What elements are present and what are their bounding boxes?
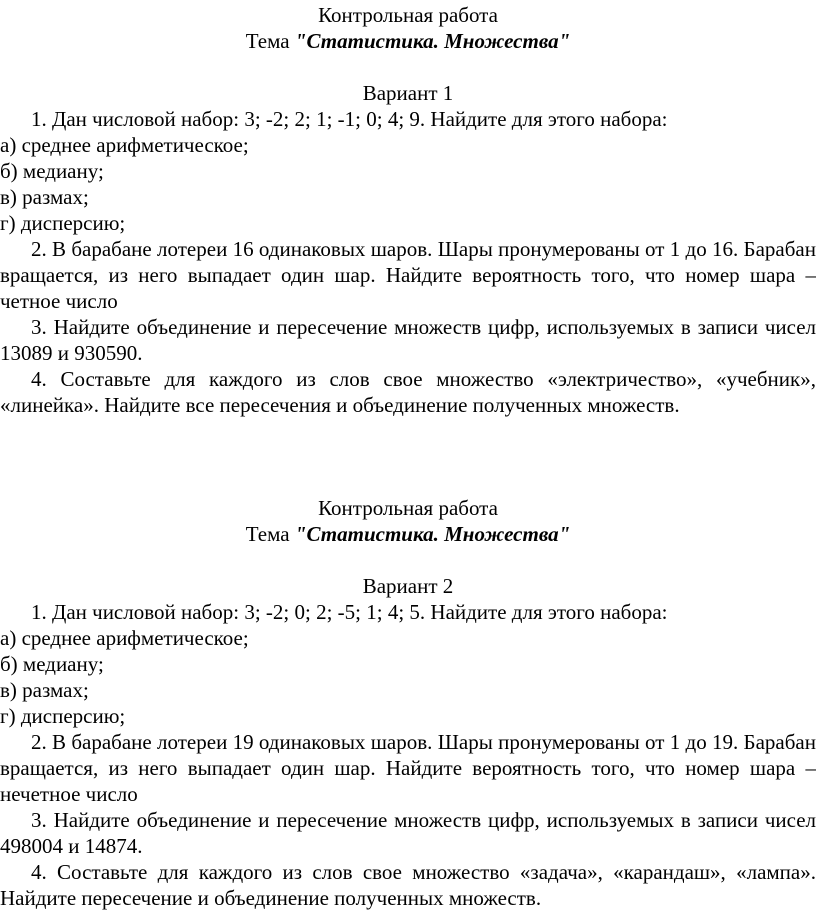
variant-label: Вариант 1 xyxy=(362,81,454,105)
task-1-item-a: а) среднее арифметическое; xyxy=(0,133,249,157)
task-1-item-d: г) дисперсию; xyxy=(0,211,126,235)
task-1-item-b: б) медиану; xyxy=(0,652,104,676)
task-1-item-c: в) размах; xyxy=(0,678,89,702)
task-3: 3. Найдите объединение и пересечение множеств цифр, используемых в записи чисел 13089 и 930590. xyxy=(0,315,816,365)
page-title: Контрольная работа xyxy=(318,3,498,27)
topic-line xyxy=(0,521,816,547)
task-1: 1. Дан числовой набор: 3; -2; 0; 2; -5; 1; 4; 5. Найдите для этого набора: xyxy=(31,600,668,624)
task-1: 1. Дан числовой набор: 3; -2; 2; 1; -1; 0; 4; 9. Найдите для этого набора: xyxy=(31,107,668,131)
variant-2 xyxy=(0,495,816,911)
page-title: Контрольная работа xyxy=(318,496,498,520)
topic-title: "Статистика. Множества" xyxy=(294,29,571,53)
blank-line xyxy=(0,547,816,573)
variant-label: Вариант 2 xyxy=(362,574,454,598)
task-1-item-b: б) медиану; xyxy=(0,159,104,183)
variant-1 xyxy=(0,2,816,418)
task-2: 2. В барабане лотереи 16 одинаковых шаров. Шары пронумерованы от 1 до 16. Барабан вращается, из него выпадает один шар. Найдите вероятность того, что номер шара – четное число xyxy=(0,237,816,313)
task-1-item-a: а) среднее арифметическое; xyxy=(0,626,249,650)
topic-prefix: Тема xyxy=(245,522,295,546)
topic-prefix: Тема xyxy=(245,29,295,53)
topic-line xyxy=(0,28,816,54)
blank-line xyxy=(0,54,816,80)
task-3: 3. Найдите объединение и пересечение множеств цифр, используемых в записи чисел 498004 и 14874. xyxy=(0,808,816,858)
task-2: 2. В барабане лотереи 19 одинаковых шаров. Шары пронумерованы от 1 до 19. Барабан вращается, из него выпадает один шар. Найдите вероятность того, что номер шара – нечетное число xyxy=(0,730,816,806)
task-4: 4. Составьте для каждого из слов свое множество «задача», «карандаш», «лампа». Найдите пересечение и объединение полученных множеств. xyxy=(0,860,816,910)
topic-title: "Статистика. Множества" xyxy=(294,522,571,546)
task-4: 4. Составьте для каждого из слов свое множество «электричество», «учебник», «линейка». Найдите все пересечения и объединение полученных множеств. xyxy=(0,367,816,417)
task-1-item-d: г) дисперсию; xyxy=(0,704,126,728)
task-1-item-c: в) размах; xyxy=(0,185,89,209)
